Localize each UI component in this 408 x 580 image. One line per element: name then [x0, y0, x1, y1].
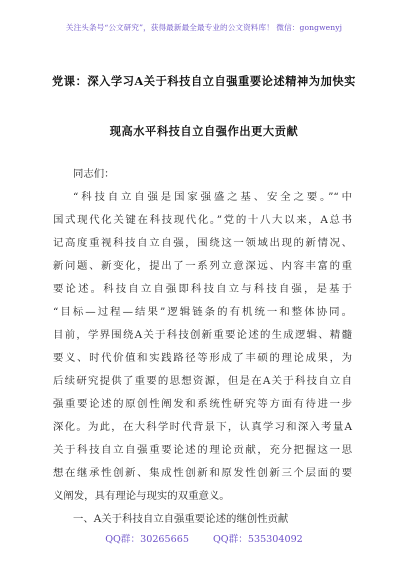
body-line: 要义、时代价值和实践路径等形成了丰硕的理论成果，为	[53, 352, 352, 364]
body-line: 记高度重视科技自立自强，围绕这一领域出现的新情况、	[53, 237, 352, 249]
footer-contact	[0, 531, 408, 545]
body-line: 义阐发，具有理论与现实的双重意义。	[53, 490, 230, 502]
body-line: 强重要论述的原创性阐发和系统性研究等方面有待进一步	[53, 398, 352, 410]
section-heading: 一、A关于科技自立自强重要论述的继创性贡献	[73, 513, 289, 525]
body-line: 想在继承性创新、集成性创新和原发性创新三个层面的要	[53, 467, 352, 479]
body-line: 目前，学界围绕A关于科技创新重要论述的生成逻辑、精髓	[53, 329, 352, 341]
body-line: 关于科技自立自强重要论述的理论贡献，充分把握这一思	[53, 444, 352, 456]
body-line: “目标—过程—结果”逻辑链条的有机统一和整体协同。	[53, 306, 352, 318]
body-line: 深化。为此，在大科学时代背景下，认真学习和深入考量A	[53, 421, 352, 433]
footer-qq-group-2: QQ群：535304092	[212, 534, 303, 545]
body-line: 要论述。科技自立自强即科技自立与科技自强，是基于	[53, 283, 352, 295]
document-title-line-1: 党课：深入学习A关于科技自立自强重要论述精神为加快实	[52, 74, 356, 88]
header-promo-note: 关注头条号“公文研究”，获得最新最全最专业的公文资料库！ 微信：gongwenyj	[65, 23, 343, 32]
body-line: 国式现代化关键在科技现代化。”党的十八大以来，A总书	[53, 214, 352, 226]
body-line: 后续研究提供了重要的思想资源，但是在A关于科技自立自	[53, 375, 352, 387]
footer-qq-group-1: QQ群：30265665	[105, 534, 189, 545]
salutation: 同志们：	[73, 168, 115, 180]
body-line: 新问题、新变化，提出了一系列立意深远、内容丰富的重	[53, 260, 352, 272]
document-title-line-2: 现高水平科技自立自强作出更大贡献	[109, 124, 299, 138]
body-line: “科技自立自强是国家强盛之基、安全之要。”“中	[73, 191, 352, 203]
